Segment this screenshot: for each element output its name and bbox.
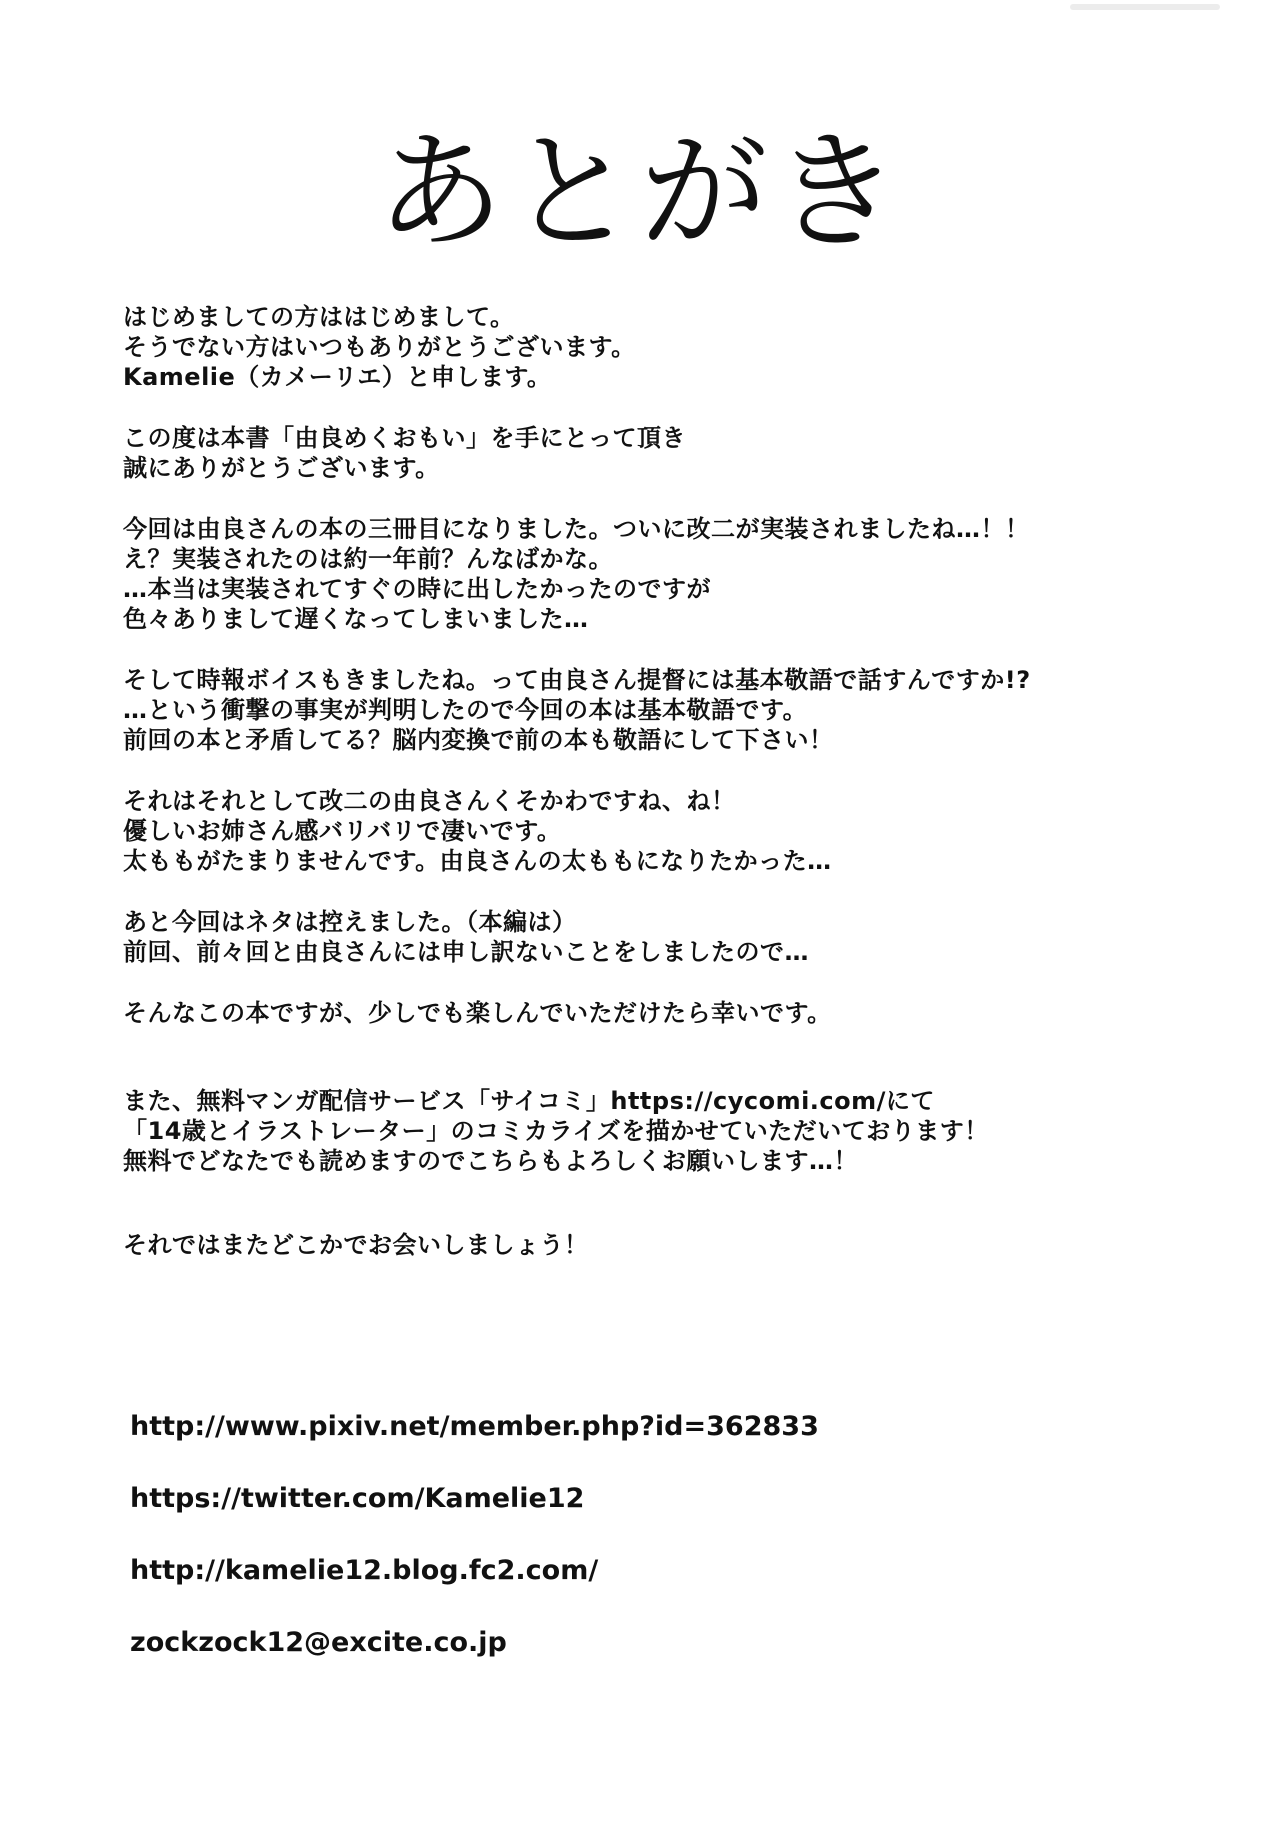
- text-line: それはそれとして改二の由良さんくそかわですね、ね！: [123, 787, 736, 815]
- paragraph-third-book: [123, 514, 1183, 634]
- paragraph-farewell: [123, 1230, 1183, 1260]
- text-line: そして時報ボイスもきましたね。って由良さん提督には基本敬語で話すんですか!?: [123, 666, 1031, 694]
- text-line: Kamelie（カメーリエ）と申します。: [123, 363, 552, 391]
- text-line: 前回の本と矛盾してる？脳内変換で前の本も敬語にして下さい！: [123, 726, 834, 754]
- contact-links: [130, 1410, 819, 1698]
- text-line: そんなこの本ですが、少しでも楽しんでいただけたら幸いです。: [123, 999, 832, 1027]
- text-line: 誠にありがとうございます。: [123, 454, 440, 482]
- text-line: はじめましての方ははじめまして。: [123, 303, 515, 331]
- email-address[interactable]: zockzock12@excite.co.jp: [130, 1627, 507, 1658]
- text-line: 「14歳とイラストレーター」のコミカライズを描かせていただいております！: [123, 1117, 989, 1145]
- text-line: …本当は実装されてすぐの時に出したかったのですが: [123, 575, 711, 603]
- text-line: 今回は由良さんの本の三冊目になりました。ついに改二が実装されましたね…！！: [123, 515, 1030, 543]
- text-line: そうでない方はいつもありがとうございます。: [123, 333, 636, 361]
- text-line: 太ももがたまりませんです。由良さんの太ももになりたかった…: [123, 847, 832, 875]
- paragraph-cycomi: [123, 1086, 1183, 1176]
- text-line: 優しいお姉さん感バリバリで凄いです。: [123, 817, 562, 845]
- paragraph-thanks: [123, 423, 1183, 483]
- paragraph-neta: [123, 907, 1183, 967]
- paragraph-greeting: [123, 302, 1183, 392]
- text-line: え？実装されたのは約一年前？んなばかな。: [123, 545, 613, 573]
- text-line: …という衝撃の事実が判明したので今回の本は基本敬語です。: [123, 696, 808, 724]
- text-line: あと今回はネタは控えました。（本編は）: [123, 908, 577, 936]
- paragraph-enjoy: [123, 998, 1183, 1028]
- paragraph-kai-ni: [123, 786, 1183, 876]
- paragraph-voice: [123, 665, 1183, 755]
- text-line: それではまたどこかでお会いしましょう！: [123, 1231, 589, 1259]
- text-line: この度は本書「由良めくおもい」を手にとって頂き: [123, 424, 687, 452]
- text-line: 無料でどなたでも読めますのでこちらもよろしくお願いします…！: [123, 1147, 858, 1175]
- afterword-body: [123, 302, 1183, 1260]
- pixiv-link[interactable]: http://www.pixiv.net/member.php?id=362833: [130, 1411, 819, 1442]
- blog-link[interactable]: http://kamelie12.blog.fc2.com/: [130, 1555, 599, 1586]
- text-line: 色々ありまして遅くなってしまいました…: [123, 605, 589, 633]
- scan-artifact: [1070, 4, 1220, 10]
- text-line: 前回、前々回と由良さんには申し訳ないことをしましたので…: [123, 938, 809, 966]
- page-title: あとがき: [375, 118, 904, 267]
- twitter-link[interactable]: https://twitter.com/Kamelie12: [130, 1483, 585, 1514]
- text-line: また、無料マンガ配信サービス「サイコミ」https://cycomi.com/にて: [123, 1087, 935, 1115]
